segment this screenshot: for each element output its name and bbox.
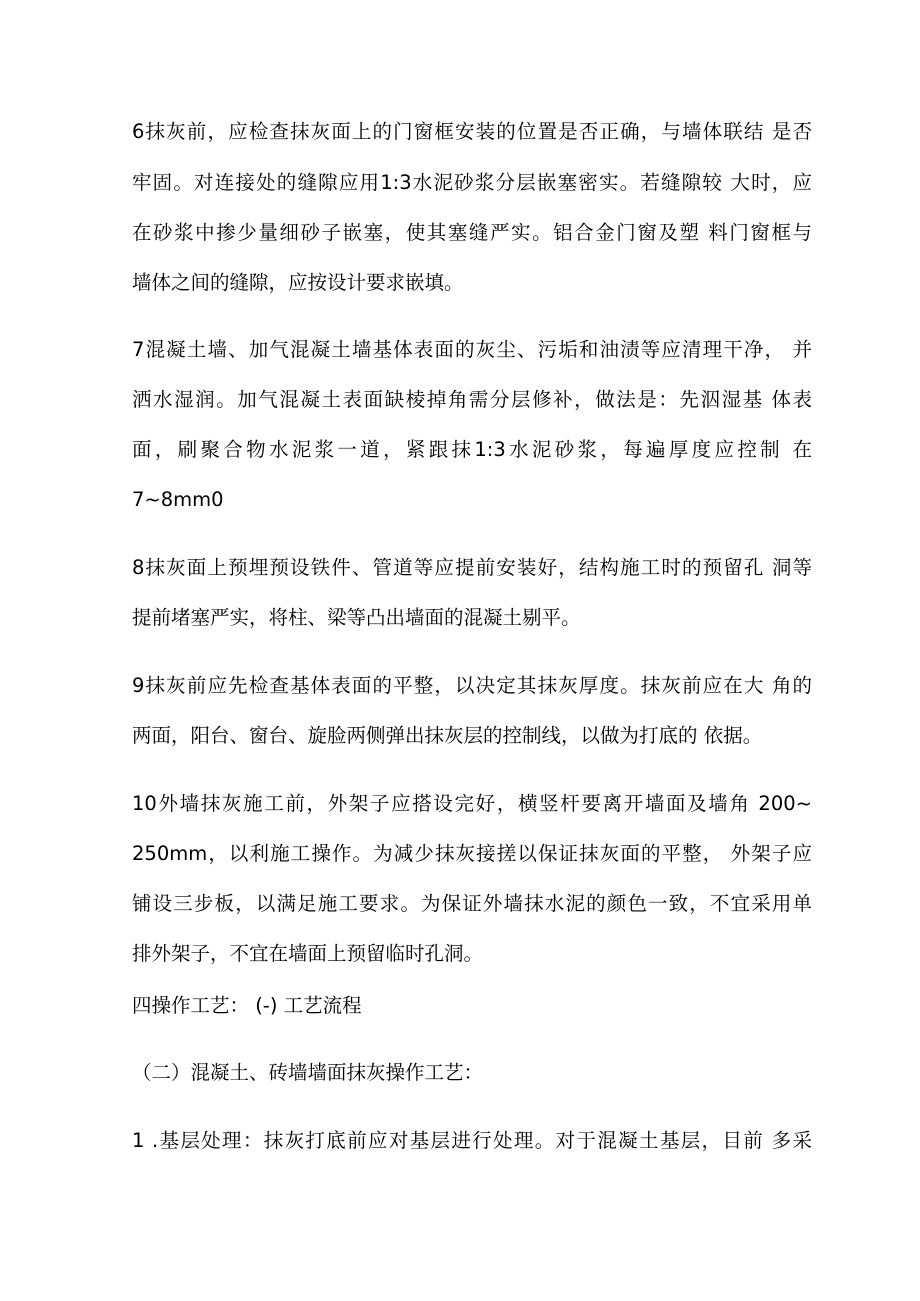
text-line-10: 提前堵塞严实，将柱、梁等凸出墙面的混凝土剔平。 bbox=[132, 606, 581, 629]
text-line-11: 9抹灰前应先检查基体表面的平整，以决定其抹灰厚度。抹灰前应在大 角的 bbox=[132, 674, 812, 697]
text-line-1: 6抹灰前，应检查抹灰面上的门窗框安装的位置是否正确，与墙体联结 是否 bbox=[132, 120, 812, 143]
text-line-14: 250mm，以利施工操作。为减少抹灰接搓以保证抹灰面的平整， 外架子应 bbox=[132, 842, 812, 865]
text-line-6: 洒水湿润。加气混凝土表面缺棱掉角需分层修补，做法是：先泅湿基 体表 bbox=[132, 388, 812, 411]
text-line-12: 两面，阳台、窗台、旋脸两侧弹出抹灰层的控制线，以做为打底的 依据。 bbox=[132, 724, 763, 747]
text-line-2: 牢固。对连接处的缝隙应用1:3水泥砂浆分层嵌塞密实。若缝隙较 大时，应 bbox=[132, 171, 812, 194]
text-line-3: 在砂浆中掺少量细砂子嵌塞，使其塞缝严实。铝合金门窗及塑 料门窗框与 bbox=[132, 221, 812, 244]
text-line-19: 1 .基层处理：抹灰打底前应对基层进行处理。对于混凝土基层，目前 多采 bbox=[132, 1129, 812, 1152]
text-line-9: 8抹灰面上预埋预设铁件、管道等应提前安装好，结构施工时的预留孔 洞等 bbox=[132, 556, 812, 579]
text-line-13: 10外墙抹灰施工前，外架子应搭设完好，横竖杆要离开墙面及墙角 200~ bbox=[132, 792, 812, 815]
text-line-16: 排外架子，不宜在墙面上预留临时孔洞。 bbox=[132, 942, 484, 965]
text-line-7: 面，刷聚合物水泥浆一道，紧跟抹1:3水泥砂浆，每遍厚度应控制 在 bbox=[132, 438, 812, 461]
section-heading-operation: 四操作工艺： (-) 工艺流程 bbox=[132, 994, 362, 1017]
text-line-8: 7~8mm0 bbox=[132, 488, 224, 511]
text-line-15: 铺设三步板，以满足施工要求。为保证外墙抹水泥的颜色一致，不宜采用单 bbox=[132, 892, 812, 915]
text-line-4: 墙体之间的缝隙，应按设计要求嵌填。 bbox=[132, 271, 464, 294]
text-line-5: 7混凝土墙、加气混凝土墙基体表面的灰尘、污垢和油渍等应清理干净， 并 bbox=[132, 338, 812, 361]
subsection-heading: （二）混凝土、砖墙墙面抹灰操作工艺： bbox=[132, 1061, 484, 1084]
